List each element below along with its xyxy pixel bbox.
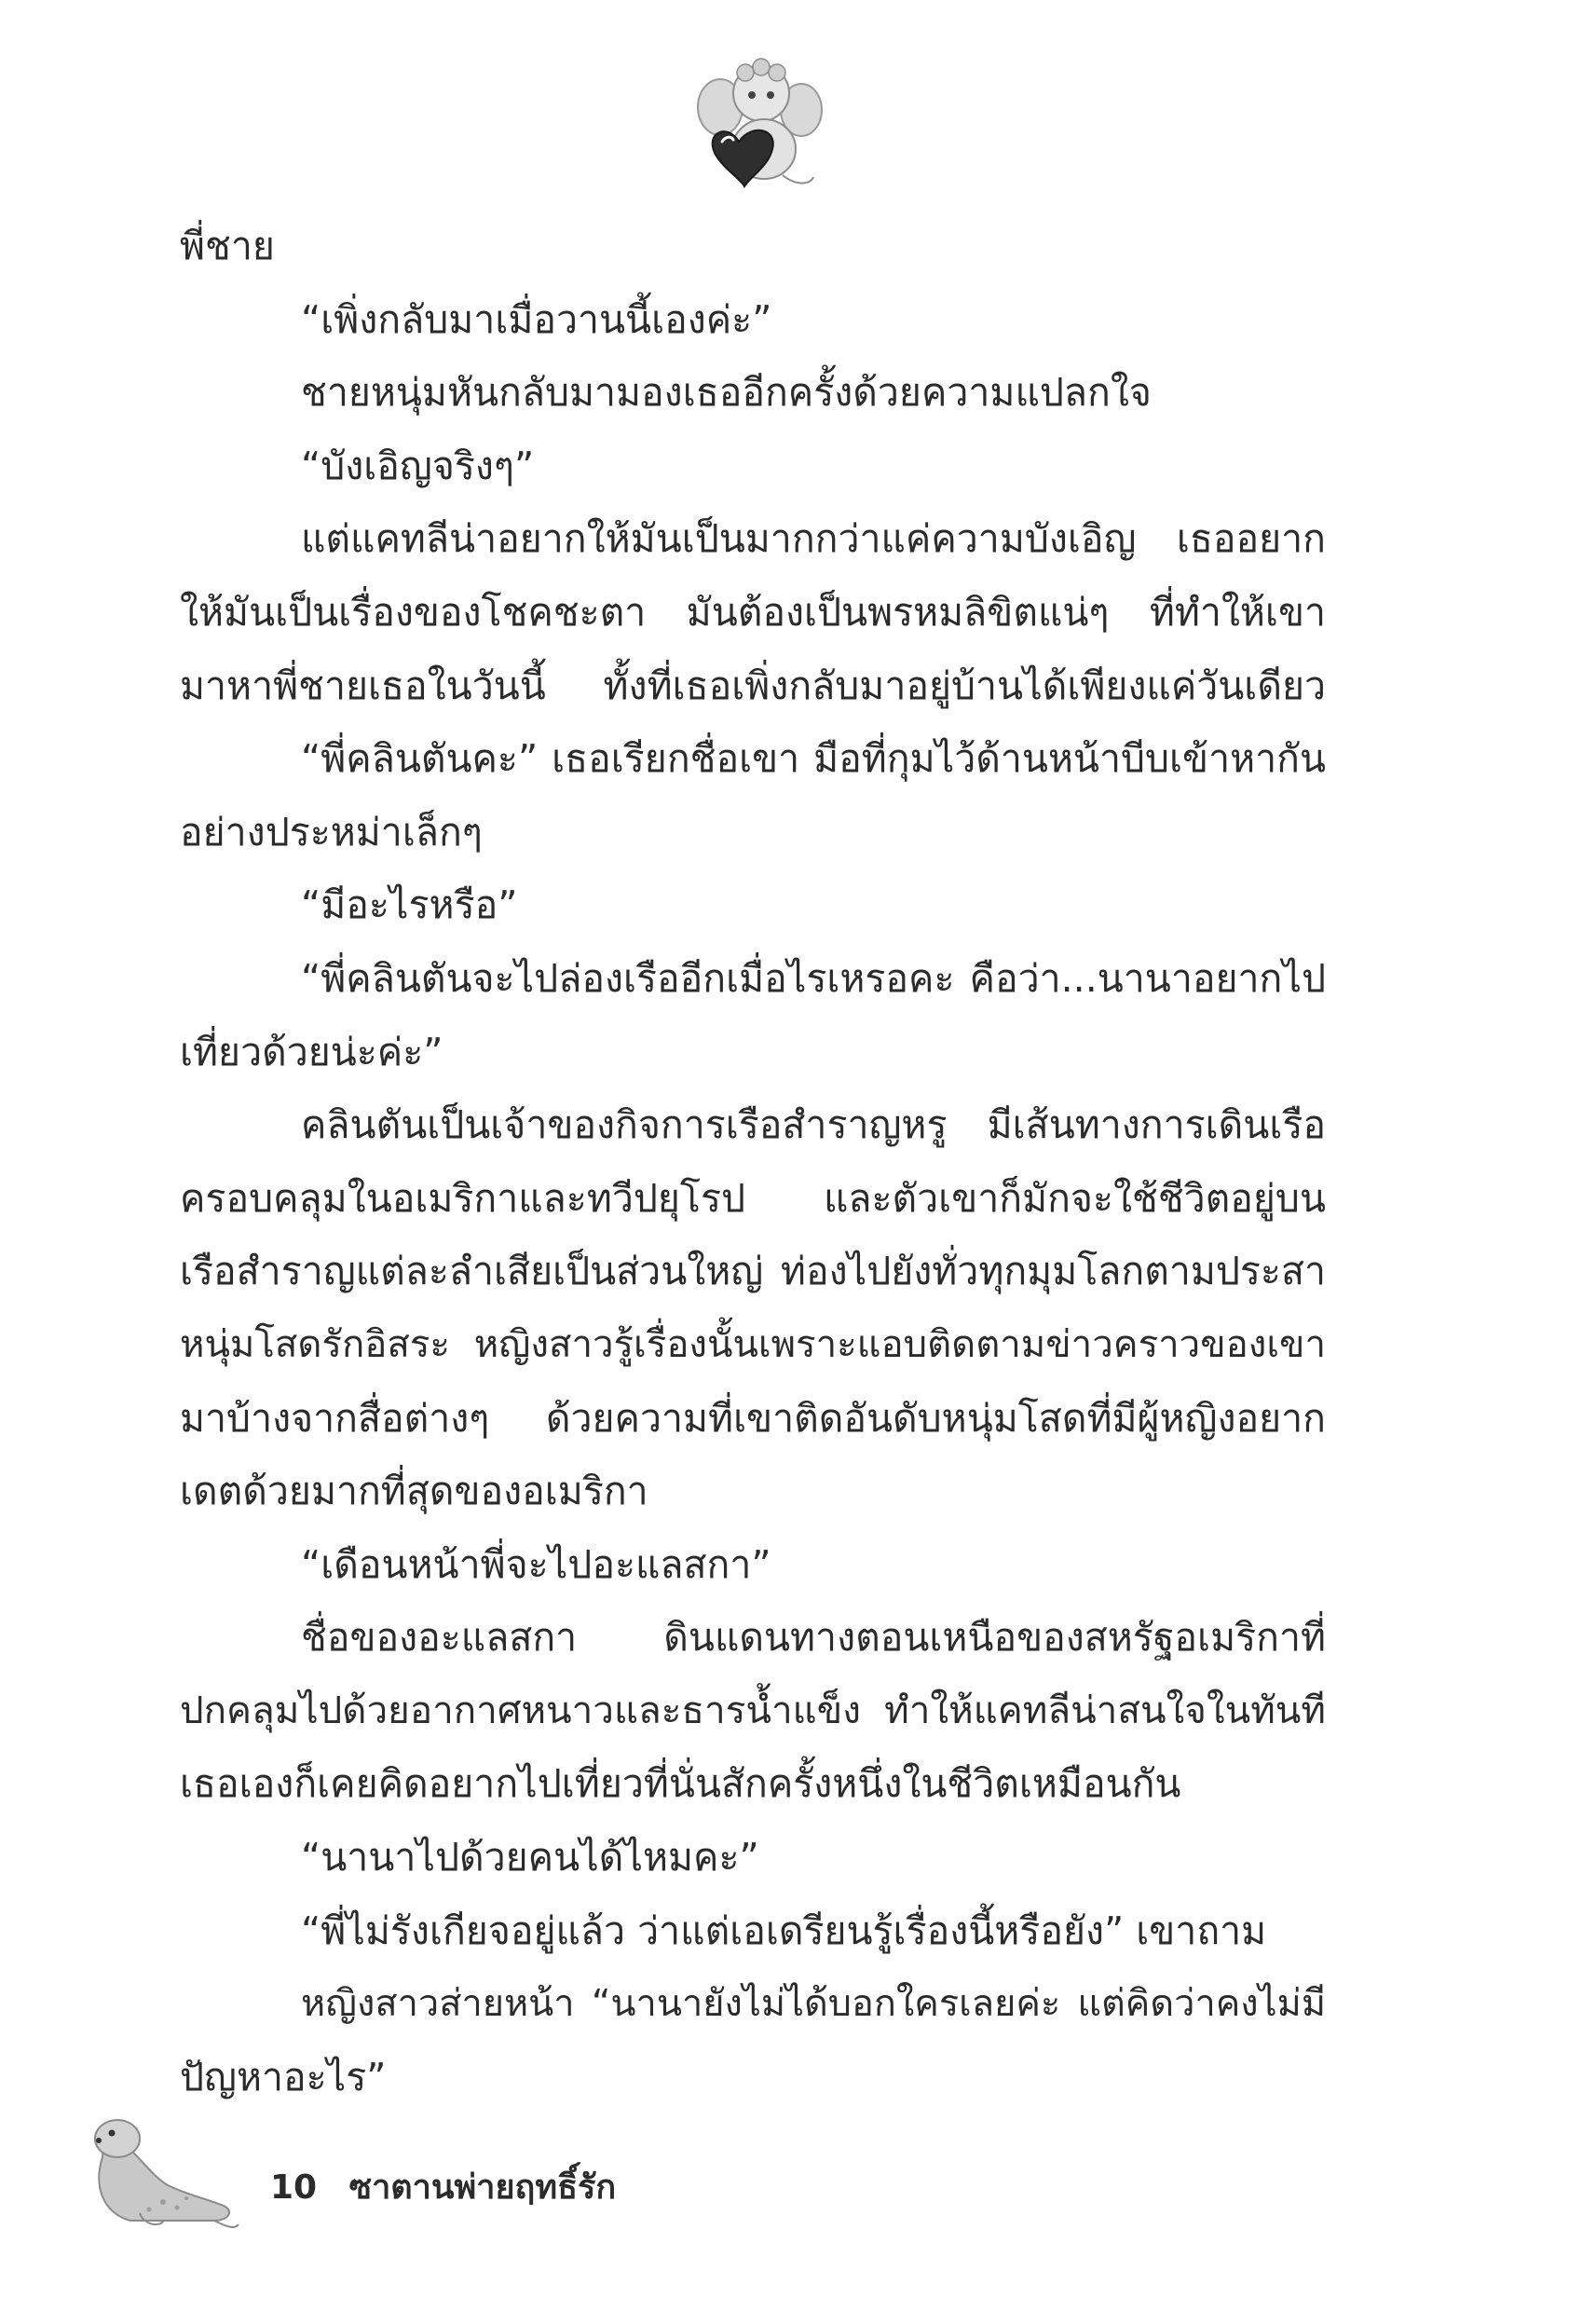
text-line: หนุ่มโสดรักอิสระ หญิงสาวรู้เรื่องนั้นเพราะแอบติดตามข่าวคราวของเขา	[180, 1322, 1326, 1366]
text-line: คลินตันเป็นเจ้าของกิจการเรือสำราญหรู มีเส้นทางการเดินเรือ	[301, 1102, 1326, 1148]
text-line: “พี่ไม่รังเกียจอยู่แล้ว ว่าแต่เอเดรียนรู้เรื่องนี้หรือยัง” เขาถาม	[301, 1908, 1267, 1953]
book-title: ซาตานพ่ายฤทธิ์รัก	[348, 2168, 617, 2207]
cherub-with-heart-icon	[694, 56, 825, 196]
text-line: ชื่อของอะแลสกา ดินแดนทางตอนเหนือของสหรัฐอเมริกาที่	[301, 1615, 1326, 1661]
text-line: ปกคลุมไปด้วยอากาศหนาวและธารน้ำแข็ง ทำให้แคทลีน่าสนใจในทันที	[180, 1688, 1326, 1732]
text-line: เที่ยวด้วยน่ะค่ะ”	[180, 1029, 443, 1074]
text-line: หญิงสาวส่ายหน้า “นานายังไม่ได้บอกใครเลยค่ะ แต่คิดว่าคงไม่มี	[301, 1982, 1326, 2026]
text-line: “เพิ่งกลับมาเมื่อวานนี้เองค่ะ”	[301, 296, 772, 342]
text-line: ชายหนุ่มหันกลับมามองเธออีกครั้งด้วยความแปลกใจ	[301, 370, 1152, 416]
text-line: เธอเองก็เคยคิดอยากไปเที่ยวที่นั่นสักครั้งหนึ่งในชีวิตเหมือนกัน	[180, 1761, 1181, 1807]
text-line: ครอบคลุมในอเมริกาและทวีปยุโรป และตัวเขาก็มักจะใช้ชีวิตอยู่บน	[180, 1175, 1326, 1221]
page-number: 10	[270, 2168, 318, 2207]
text-line: อย่างประหม่าเล็กๆ	[180, 809, 483, 855]
seal-icon	[75, 2101, 242, 2232]
text-line: ปัญหาอะไร”	[180, 2054, 387, 2099]
page-footer	[270, 2160, 616, 2216]
body-text	[180, 210, 1326, 2113]
text-line: “บังเอิญจริงๆ”	[301, 443, 535, 488]
text-line: “เดือนหน้าพี่จะไปอะแลสกา”	[301, 1541, 771, 1587]
text-line: “นานาไปด้วยคนได้ไหมคะ”	[301, 1835, 759, 1880]
text-line: “พี่คลินตันจะไปล่องเรืออีกเมื่อไรเหรอคะ คือว่า...นานาอยากไป	[301, 955, 1326, 1001]
text-line: มาหาพี่ชายเธอในวันนี้ ทั้งที่เธอเพิ่งกลับมาอยู่บ้านได้เพียงแค่วันเดียว	[180, 663, 1326, 708]
text-line: มาบ้างจากสื่อต่างๆ ด้วยความที่เขาติดอันดับหนุ่มโสดที่มีผู้หญิงอยาก	[180, 1395, 1326, 1441]
text-line: “พี่คลินตันคะ” เธอเรียกชื่อเขา มือที่กุมไว้ด้านหน้าบีบเข้าหากัน	[301, 736, 1326, 782]
text-line: เดตด้วยมากที่สุดของอเมริกา	[180, 1469, 648, 1514]
text-line: เรือสำราญแต่ละลำเสียเป็นส่วนใหญ่ ท่องไปยังทั่วทุกมุมโลกตามประสา	[180, 1249, 1326, 1294]
text-line: แต่แคทลีน่าอยากให้มันเป็นมากกว่าแค่ความบังเอิญ เธออยาก	[301, 516, 1326, 562]
text-line: พี่ชาย	[180, 224, 275, 268]
text-line: ให้มันเป็นเรื่องของโชคชะตา มันต้องเป็นพรหมลิขิตแน่ๆ ที่ทำให้เขา	[180, 589, 1326, 635]
text-line: “มีอะไรหรือ”	[301, 882, 518, 928]
